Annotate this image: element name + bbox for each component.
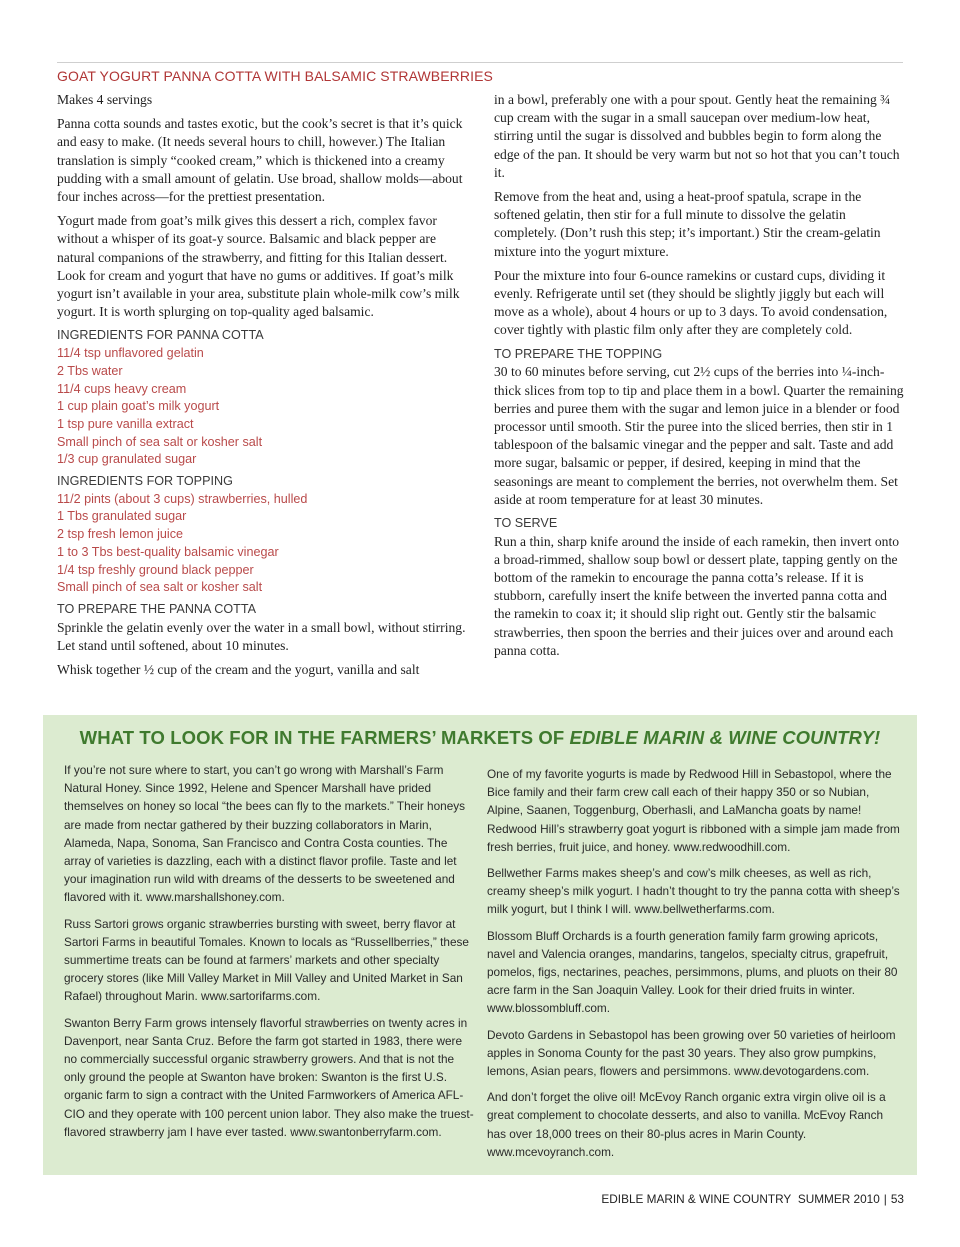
method-paragraph: in a bowl, preferably one with a pour spout. Gently heat the remaining ¾ cup cream with the sugar in a small saucepan over medium-low heat, stirring until the sugar is dissolved and bubbles begin to form along the edge of the pan. It should be very warm but not so hot that you can’t touch it.	[494, 92, 900, 180]
intro-paragraph: Panna cotta sounds and tastes exotic, but the cook’s secret is that it’s quick and easy to make. (It needs several hours to chill, however.) The Italian translation is simply “cooked cream,” which is thickened into a creamy pudding with a small amount of gelatin. Use broad, shallow molds—about four inches across—for the prettiest presentation.	[57, 116, 463, 205]
ingredient-item: 1/3 cup granulated sugar	[57, 452, 197, 467]
recipe-title: GOAT YOGURT PANNA COTTA WITH BALSAMIC STRAWBERRIES	[57, 68, 493, 84]
prepare-topping-heading: TO PREPARE THE TOPPING	[494, 346, 663, 361]
sidebar-title-italic: EDIBLE MARIN & WINE COUNTRY!	[569, 727, 881, 748]
method-paragraph: Remove from the heat and, using a heat-proof spatula, scrape in the softened gelatin, then stir for a full minute to dissolve the gelatin completely. (Don’t rush this step; it’s important.) Stir the cream-gelatin mixture into the yogurt mixture.	[494, 189, 881, 259]
ingredient-item: 11/4 tsp unflavored gelatin	[57, 346, 204, 361]
ingredient-item: Small pinch of sea salt or kosher salt	[57, 580, 263, 595]
sidebar-right-column	[487, 765, 901, 1169]
ingredient-item: 11/2 pints (about 3 cups) strawberries, hulled	[57, 491, 308, 506]
recipe-left-column	[57, 91, 469, 679]
page-footer	[601, 1192, 904, 1206]
publication-name: EDIBLE MARIN & WINE COUNTRY	[601, 1192, 792, 1206]
ingredient-item: 1 Tbs granulated sugar	[57, 509, 187, 524]
ingredient-item: 1 tsp pure vanilla extract	[57, 416, 194, 431]
prepare-panna-cotta-heading: TO PREPARE THE PANNA COTTA	[57, 601, 256, 616]
ingredient-item: 2 tsp fresh lemon juice	[57, 527, 183, 542]
sidebar-paragraph: Blossom Bluff Orchards is a fourth generation family farm growing apricots, navel and Valencia oranges, mandarins, tangelos, specialty citrus, grapefruit, pomelos, figs, nectarines, peaches, persimmons, plums, and pluots on their 80 acre farm in the San Joaquin Valley. Look for their dried fruits in winter. www.blossombluff.com.	[487, 928, 898, 1016]
topping-ingredient-list	[57, 491, 469, 597]
sidebar-paragraph: Devoto Gardens in Sebastopol has been growing over 50 varieties of heirloom apples in Sonoma County for the past 30 years. They also grow pumpkins, lemons, Asian pears, flowers and persimmons. www.devotogardens.com.	[487, 1027, 896, 1079]
ingredient-item: 1 cup plain goat’s milk yogurt	[57, 399, 220, 414]
sidebar-title-text: WHAT TO LOOK FOR IN THE FARMERS’ MARKETS OF	[79, 727, 570, 748]
sidebar-paragraph: And don’t forget the olive oil! McEvoy Ranch organic extra virgin olive oil is a great complement to chocolate desserts, and also to vanilla. McEvoy Ranch has over 18,000 trees on their 80-plus acres in Marin County. www.mcevoyranch.com.	[487, 1090, 886, 1159]
method-paragraph: Sprinkle the gelatin evenly over the water in a small bowl, without stirring. Let stand until softened, about 10 minutes.	[57, 619, 466, 653]
sidebar-title	[0, 727, 960, 749]
ingredient-item: Small pinch of sea salt or kosher salt	[57, 434, 263, 449]
sidebar-paragraph: One of my favorite yogurts is made by Redwood Hill in Sebastopol, where the Bice family and their farm crew call each of their happy 350 or so Nubian, Alpine, Saanen, Toggenburg, Oberhasli, and LaMancha goats by name! Redwood Hill’s strawberry goat yogurt is ribboned with a simple jam made from fresh berries, fruit juice, and honey. www.redwoodhill.com.	[487, 767, 900, 854]
issue-label: SUMMER 2010	[797, 1192, 880, 1206]
method-paragraph: Pour the mixture into four 6-ounce ramekins or custard cups, dividing it evenly. Refrigerate until set (they should be slightly jiggly but each will move as a whole), about 4 hours or up to 3 days. To avoid condensation, cover tightly with plastic film only after they are completely cold.	[494, 267, 888, 338]
panna-cotta-ingredient-list	[57, 345, 469, 469]
footer-separator: |	[883, 1192, 887, 1206]
ingredient-item: 1/4 tsp freshly ground black pepper	[57, 562, 254, 577]
ingredient-item: 11/4 cups heavy cream	[57, 381, 187, 396]
intro-paragraph: Yogurt made from goat’s milk gives this dessert a rich, complex favor without a whisper of its goat-y source. Balsamic and black pepper are natural companions of the strawberry, and fitting for this Italian dessert. Look for cream and yogurt that have no gums or additives. If goat’s milk yogurt isn’t available in your area, substitute plain whole-milk cow’s milk yogurt. It is worth splurging on top-quality aged balsamic.	[57, 213, 460, 320]
method-paragraph: Whisk together ½ cup of the cream and the yogurt, vanilla and salt	[57, 662, 420, 678]
page-number: 53	[890, 1192, 904, 1206]
sidebar-paragraph: Swanton Berry Farm grows intensely flavorful strawberries on twenty acres in Davenport, near Santa Cruz. Before the farm got started in 1983, there were no commercially successful organic strawberry growers. And that is not the only ground the people at Swanton have broken: Swanton is the first U.S. organic farm to sign a contract with the United Farmworkers of America AFL-CIO and they operate with 100 percent union labor. They also make the truest-flavored strawberry jam I have ever tasted. www.swantonberryfarm.com.	[64, 1015, 474, 1139]
recipe-right-column	[494, 91, 904, 660]
panna-cotta-ingredients-heading: INGREDIENTS FOR PANNA COTTA	[57, 328, 264, 343]
top-rule	[57, 62, 903, 63]
sidebar-paragraph: If you’re not sure where to start, you can’t go wrong with Marshall’s Farm Natural Honey. Since 1992, Helene and Spencer Marshall have prided themselves on honey so local “the bees can fly to the markets.” Their honeys are made from nectar gathered by their buzzing collaborators in Marin, Alameda, Napa, Sonoma, San Francisco and Contra Costa counties. The array of varieties is dazzling, each with a distinct flavor profile. Taste and let your imagination run wild with dreams of the desserts to be sweetened and flavored with it. www.marshallshoney.com.	[64, 763, 466, 905]
sidebar-left-column	[64, 761, 476, 1149]
ingredient-item: 2 Tbs water	[57, 363, 123, 378]
ingredient-item: 1 to 3 Tbs best-quality balsamic vinegar	[57, 544, 279, 559]
method-paragraph: Run a thin, sharp knife around the inside of each ramekin, then invert onto a broad-rimmed, shallow soup bowl or dessert plate, tapping gently on the bottom of the ramekin to encourage the panna cotta’s release. If it is stubborn, carefully insert the knife between the inverted panna cotta and the ramekin to coax it; it should slip right out. Gently stir the balsamic strawberries, then spoon the berries and their juices over and around each panna cotta.	[494, 533, 900, 658]
sidebar-paragraph: Russ Sartori grows organic strawberries bursting with sweet, berry flavor at Sartori Farms in beautiful Tomales. Known to locals as “Russellberries,” these summertime treats can be found at farmers’ markets and other specialty grocery stores (like Mill Valley Market in Mill Valley and United Market in San Rafael) throughout Marin. www.sartorifarms.com.	[64, 916, 469, 1004]
topping-ingredients-heading: INGREDIENTS FOR TOPPING	[57, 474, 233, 489]
sidebar-paragraph: Bellwether Farms makes sheep’s and cow’s milk cheeses, as well as rich, creamy sheep’s milk yogurt. I hadn’t thought to try the panna cotta with sheep’s milk yogurt, but I think I will. www.bellwetherfarms.com.	[487, 866, 900, 917]
servings: Makes 4 servings	[57, 92, 153, 107]
serve-heading: TO SERVE	[494, 515, 558, 530]
method-paragraph: 30 to 60 minutes before serving, cut 2½ cups of the berries into ¼-inch-thick slices from top to tip and place them in a bowl. Quarter the remaining berries and puree them with the sugar and lemon juice in a blender or food processor until smooth. Stir the puree into the sliced berries, then stir in 1 tablespoon of the balsamic vinegar and the pepper and salt. Taste and add more sugar, balsamic or pepper, if desired, keeping in mind that the seasonings are meant to complement the berries, not overwhelm them. Set aside at room temperature for at least 30 minutes.	[494, 364, 904, 507]
